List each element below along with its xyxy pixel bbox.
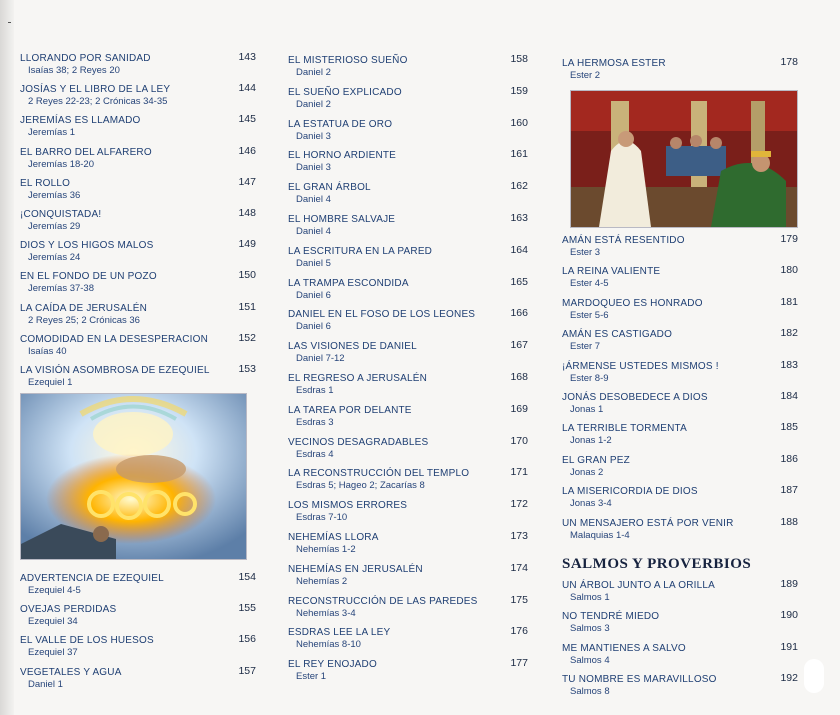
entry-page-number: 174 xyxy=(510,561,528,574)
entry-reference: Daniel 5 xyxy=(296,257,331,269)
entry-title: EL HOMBRE SALVAJE xyxy=(288,214,396,225)
entry-title: NO TENDRÉ MIEDO xyxy=(562,611,660,623)
entry-title: AMÁN ES CASTIGADO xyxy=(562,329,673,341)
entry-reference: Salmos 4 xyxy=(570,654,610,666)
entry-reference: Ester 2 xyxy=(570,70,601,81)
entry-reference: Daniel 6 xyxy=(296,289,331,301)
entry-page-number: 143 xyxy=(238,51,256,63)
toc-entry xyxy=(288,627,528,657)
entry-page-number: 162 xyxy=(510,180,528,193)
toc-entry xyxy=(288,55,528,85)
toc-entry xyxy=(288,532,528,562)
entry-page-number: 185 xyxy=(780,421,798,434)
entry-reference: Daniel 4 xyxy=(296,226,331,237)
toc-entry xyxy=(20,209,256,239)
entry-title: OVEJAS PERDIDAS xyxy=(20,604,117,616)
entry-page-number: 165 xyxy=(510,275,528,288)
entry-title: LAS VISIONES DE DANIEL xyxy=(288,341,417,353)
entry-title: EL SUEÑO EXPLICADO xyxy=(288,86,402,98)
entry-reference: Nehemías 8-10 xyxy=(296,639,361,651)
entry-title: EL REY ENOJADO xyxy=(288,659,377,671)
entry-reference: Salmos 8 xyxy=(570,686,610,698)
entry-reference: Jonas 2 xyxy=(570,466,604,478)
toc-entry xyxy=(562,611,798,641)
entry-page-number: 166 xyxy=(510,307,528,320)
entry-reference: Ester 5-6 xyxy=(570,309,609,321)
entry-page-number: 189 xyxy=(780,578,798,590)
toc-entry xyxy=(288,402,528,435)
entry-reference: Daniel 7-12 xyxy=(296,353,345,365)
toc-column-2 xyxy=(288,0,528,715)
toc-entry xyxy=(20,240,256,270)
entry-reference: Nehemías 2 xyxy=(296,575,348,587)
entry-page-number: 180 xyxy=(780,264,798,277)
entry-page-number: 164 xyxy=(510,243,528,256)
toc-entry xyxy=(288,659,528,689)
toc-entry xyxy=(20,635,256,665)
toc-entry xyxy=(562,486,798,516)
entry-page-number: 175 xyxy=(510,593,528,606)
illustration-esther xyxy=(570,90,798,228)
entry-page-number: 145 xyxy=(238,113,256,126)
entry-reference: Jeremías 24 xyxy=(28,252,81,264)
toc-entry xyxy=(288,214,528,244)
entry-title: JEREMÍAS ES LLAMADO xyxy=(20,115,141,127)
entry-title: EL HORNO ARDIENTE xyxy=(288,150,397,162)
toc-entry xyxy=(20,573,256,603)
toc-entry xyxy=(562,58,798,88)
entry-page-number: 155 xyxy=(238,602,256,615)
entry-page-number: 159 xyxy=(510,84,528,97)
entry-title: VEGETALES Y AGUA xyxy=(20,666,122,678)
entry-reference: Ester 1 xyxy=(296,671,327,683)
entry-page-number: 177 xyxy=(510,657,528,670)
entry-title: LA ESCRITURA EN LA PARED xyxy=(288,245,433,257)
entry-title: LA TAREA POR DELANTE xyxy=(288,404,412,416)
entry-title: ADVERTENCIA DE EZEQUIEL xyxy=(20,573,164,584)
toc-column-3 xyxy=(562,0,798,715)
entry-title: JOSÍAS Y EL LIBRO DE LA LEY xyxy=(20,84,171,96)
entry-reference: Isaías 40 xyxy=(28,345,67,357)
entry-title: LA ESTATUA DE ORO xyxy=(288,118,393,130)
entry-reference: Ester 3 xyxy=(570,247,601,258)
toc-entry xyxy=(20,300,256,333)
entry-page-number: 192 xyxy=(780,672,798,685)
toc-entry xyxy=(20,115,256,145)
entry-page-number: 178 xyxy=(780,56,798,68)
entry-title: UN ÁRBOL JUNTO A LA ORILLA xyxy=(562,580,716,591)
entry-page-number: 188 xyxy=(780,515,798,528)
entry-page-number: 176 xyxy=(510,625,528,638)
entry-title: EL BARRO DEL ALFARERO xyxy=(20,146,152,158)
entry-title: MARDOQUEO ES HONRADO xyxy=(562,297,703,309)
entry-reference: Ezequiel 37 xyxy=(28,647,78,659)
entry-page-number: 172 xyxy=(510,498,528,511)
entry-title: DIOS Y LOS HIGOS MALOS xyxy=(20,240,154,252)
toc-entry xyxy=(562,392,798,422)
entry-reference: Daniel 2 xyxy=(296,98,331,110)
entry-reference: Ezequiel 34 xyxy=(28,616,78,628)
entry-page-number: 173 xyxy=(510,530,528,542)
entry-title: ¡ÁRMENSE USTEDES MISMOS ! xyxy=(562,360,719,372)
entry-title: EL REGRESO A JERUSALÉN xyxy=(288,373,428,384)
entry-reference: Jeremías 18-20 xyxy=(28,158,95,170)
entry-page-number: 160 xyxy=(510,116,528,129)
entry-title: NEHEMÍAS EN JERUSALÉN xyxy=(288,563,423,575)
entry-page-number: 179 xyxy=(780,233,798,245)
page-edge-mark xyxy=(804,659,824,693)
toc-entry xyxy=(288,561,528,594)
entry-page-number: 149 xyxy=(238,238,256,251)
toc-entry xyxy=(288,341,528,371)
entry-title: EL MISTERIOSO SUEÑO xyxy=(288,55,408,66)
toc-entry xyxy=(20,365,256,395)
toc-entry xyxy=(20,664,256,697)
entry-title: EL GRAN ÁRBOL xyxy=(288,182,371,194)
toc-entry xyxy=(288,116,528,149)
entry-reference: Malaquias 1-4 xyxy=(570,529,630,541)
entry-reference: Daniel 4 xyxy=(296,194,331,206)
entry-page-number: 167 xyxy=(510,339,528,352)
entry-reference: Jonas 1-2 xyxy=(570,435,612,447)
entry-reference: Isaías 38; 2 Reyes 20 xyxy=(28,65,120,76)
toc-entry xyxy=(288,593,528,626)
toc-entry xyxy=(20,604,256,634)
entry-page-number: 153 xyxy=(238,363,256,375)
entry-page-number: 146 xyxy=(238,144,256,157)
entry-reference: Daniel 2 xyxy=(296,67,331,78)
entry-page-number: 183 xyxy=(780,358,798,371)
entry-reference: Daniel 6 xyxy=(296,321,331,333)
entry-page-number: 151 xyxy=(238,300,256,313)
toc-entry xyxy=(288,309,528,339)
entry-page-number: 190 xyxy=(780,609,798,622)
entry-reference: Esdras 4 xyxy=(296,448,334,460)
toc-entry xyxy=(20,144,256,177)
entry-title: VECINOS DESAGRADABLES xyxy=(288,436,429,448)
entry-title: LA HERMOSA ESTER xyxy=(562,58,666,69)
toc-entry xyxy=(562,674,798,704)
toc-entry xyxy=(562,640,798,673)
entry-page-number: 168 xyxy=(510,371,528,383)
entry-reference: Esdras 3 xyxy=(296,416,334,428)
toc-entry xyxy=(562,452,798,485)
entry-title: JONÁS DESOBEDECE A DIOS xyxy=(562,392,708,403)
illustration-ezekiel-vision xyxy=(20,393,247,560)
entry-reference: Ezequiel 1 xyxy=(28,377,73,388)
entry-reference: Jonas 3-4 xyxy=(570,498,612,510)
entry-title: TU NOMBRE ES MARAVILLOSO xyxy=(562,674,717,686)
entry-reference: Jonas 1 xyxy=(570,404,604,415)
entry-page-number: 156 xyxy=(238,633,256,646)
entry-title: LLORANDO POR SANIDAD xyxy=(20,53,151,64)
page-speck xyxy=(8,22,11,23)
entry-reference: Ester 8-9 xyxy=(570,372,609,384)
entry-page-number: 171 xyxy=(510,466,528,479)
entry-reference: Ester 4-5 xyxy=(570,278,609,290)
entry-reference: Nehemías 3-4 xyxy=(296,607,356,619)
entry-title: EL VALLE DE LOS HUESOS xyxy=(20,635,154,647)
toc-entry xyxy=(288,373,528,403)
entry-page-number: 187 xyxy=(780,484,798,497)
entry-reference: Jeremías 37-38 xyxy=(28,283,95,295)
toc-entry xyxy=(562,295,798,328)
entry-page-number: 184 xyxy=(780,390,798,402)
entry-title: EL ROLLO xyxy=(20,177,71,189)
entry-reference: Jeremías 36 xyxy=(28,189,81,201)
entry-page-number: 144 xyxy=(238,82,256,95)
toc-entry xyxy=(562,329,798,359)
entry-title: UN MENSAJERO ESTÁ POR VENIR xyxy=(562,517,734,529)
entry-page-number: 191 xyxy=(780,640,798,653)
entry-page-number: 158 xyxy=(510,53,528,65)
entry-reference: Daniel 3 xyxy=(296,162,331,174)
entry-reference: Jeremías 1 xyxy=(28,127,75,139)
entry-reference: Ester 7 xyxy=(570,341,601,353)
entry-reference: Salmos 3 xyxy=(570,623,610,635)
entry-reference: Ezequiel 4-5 xyxy=(28,585,81,596)
entry-title: EN EL FONDO DE UN POZO xyxy=(20,271,157,283)
entry-page-number: 152 xyxy=(238,331,256,344)
entry-page-number: 170 xyxy=(510,434,528,447)
entry-reference: 2 Reyes 22-23; 2 Crónicas 34-35 xyxy=(28,96,168,108)
entry-reference: Esdras 7-10 xyxy=(296,512,348,524)
entry-page-number: 163 xyxy=(510,212,528,224)
toc-column-1 xyxy=(20,0,256,715)
entry-title: AMÁN ESTÁ RESENTIDO xyxy=(562,235,685,246)
entry-page-number: 157 xyxy=(238,664,256,677)
toc-entry xyxy=(562,235,798,265)
toc-entry xyxy=(562,515,798,548)
entry-title: ¡CONQUISTADA! xyxy=(20,209,102,220)
toc-entry xyxy=(288,468,528,498)
entry-page-number: 150 xyxy=(238,269,256,282)
entry-reference: Daniel 1 xyxy=(28,678,63,690)
entry-reference: Daniel 3 xyxy=(296,130,331,142)
entry-page-number: 169 xyxy=(510,402,528,415)
entry-title: COMODIDAD EN LA DESESPERACION xyxy=(20,333,209,345)
section-heading: SALMOS Y PROVERBIOS xyxy=(562,556,752,572)
entry-page-number: 154 xyxy=(238,571,256,583)
entry-reference: Nehemías 1-2 xyxy=(296,544,356,555)
toc-entry xyxy=(20,53,256,83)
toc-entry xyxy=(288,243,528,276)
entry-title: LA CAÍDA DE JERUSALÉN xyxy=(20,302,148,314)
toc-entry xyxy=(562,358,798,391)
toc-entry xyxy=(288,182,528,212)
toc-entry xyxy=(562,266,798,296)
toc-entry xyxy=(288,84,528,117)
entry-title: LA RECONSTRUCCIÓN DEL TEMPLO xyxy=(288,468,470,480)
entry-title: EL GRAN PEZ xyxy=(562,454,630,466)
toc-entry xyxy=(288,150,528,180)
entry-title: RECONSTRUCCIÓN DE LAS PAREDES xyxy=(288,595,478,607)
entry-page-number: 181 xyxy=(780,295,798,308)
entry-page-number: 182 xyxy=(780,327,798,340)
toc-entry xyxy=(288,275,528,308)
entry-page-number: 161 xyxy=(510,148,528,161)
entry-reference: Esdras 1 xyxy=(296,385,334,396)
entry-page-number: 186 xyxy=(780,452,798,465)
toc-entry xyxy=(20,331,256,364)
entry-reference: Salmos 1 xyxy=(570,592,610,603)
entry-title: LA MISERICORDIA DE DIOS xyxy=(562,486,698,498)
toc-entry xyxy=(562,580,798,610)
entry-title: DANIEL EN EL FOSO DE LOS LEONES xyxy=(288,309,476,321)
entry-page-number: 147 xyxy=(238,175,256,188)
toc-entry xyxy=(20,84,256,114)
toc-entry xyxy=(288,434,528,467)
toc-entry xyxy=(288,500,528,530)
toc-entry xyxy=(20,175,256,208)
entry-page-number: 148 xyxy=(238,207,256,219)
entry-title: ME MANTIENES A SALVO xyxy=(562,642,686,654)
entry-reference: 2 Reyes 25; 2 Crónicas 36 xyxy=(28,314,140,326)
entry-title: LA VISIÓN ASOMBROSA DE EZEQUIEL xyxy=(20,365,210,376)
toc-entry xyxy=(562,423,798,453)
entry-title: ESDRAS LEE LA LEY xyxy=(288,627,391,639)
entry-title: LA REINA VALIENTE xyxy=(562,266,661,278)
entry-title: LA TERRIBLE TORMENTA xyxy=(562,423,687,435)
entry-reference: Jeremías 29 xyxy=(28,221,81,232)
toc-entry xyxy=(20,271,256,301)
entry-title: LA TRAMPA ESCONDIDA xyxy=(288,277,409,289)
page-gutter-shadow xyxy=(0,0,14,715)
entry-title: NEHEMÍAS LLORA xyxy=(288,532,379,543)
entry-title: LOS MISMOS ERRORES xyxy=(288,500,408,512)
entry-reference: Esdras 5; Hageo 2; Zacarías 8 xyxy=(296,480,425,492)
